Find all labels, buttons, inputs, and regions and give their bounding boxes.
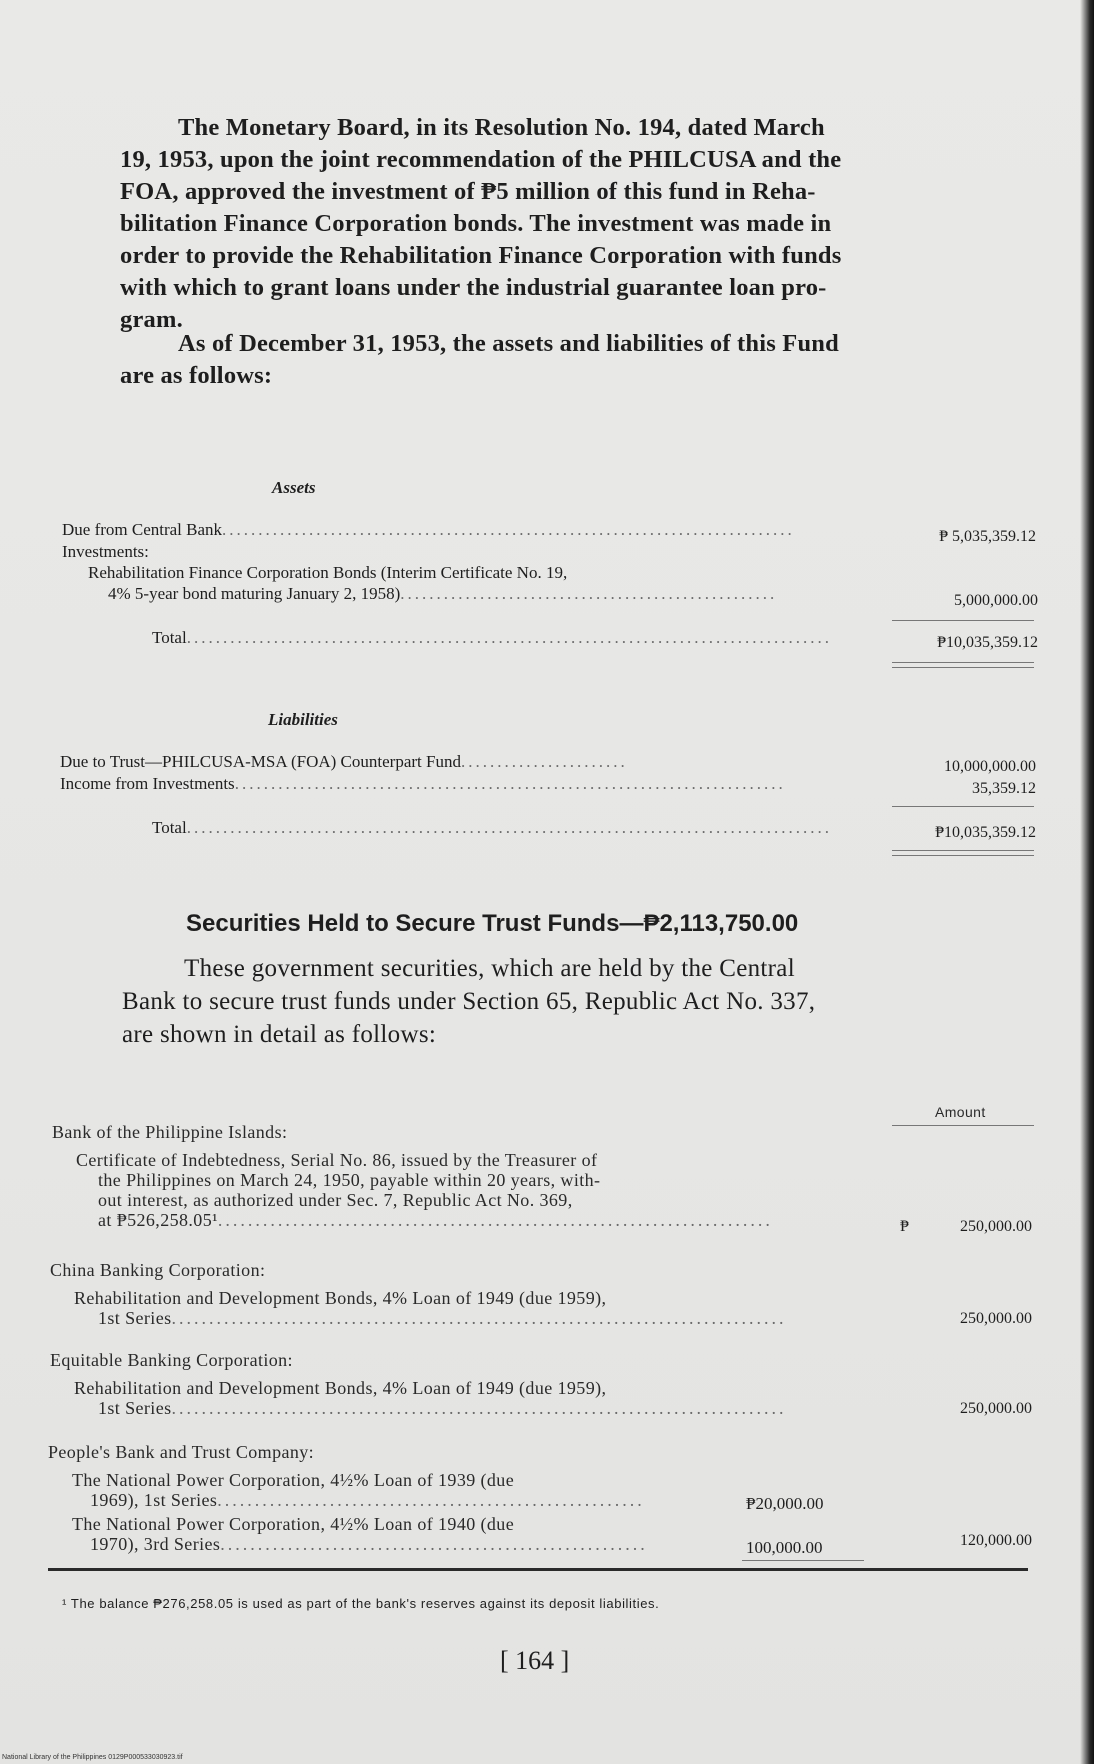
income-label: Income from Investments: [60, 774, 235, 793]
assets-subtotal-rule: [892, 620, 1034, 621]
due-from-cb-amount: ₱ 5,035,359.12: [939, 528, 1036, 545]
npc1-amount: ₱20,000.00: [746, 1494, 824, 1513]
peoples-name: People's Bank and Trust Company:: [48, 1442, 315, 1462]
leader-dots: ..................................................................................: [171, 1398, 787, 1418]
leader-dots: ..................................................................................: [171, 1308, 787, 1328]
income-row: [60, 774, 786, 794]
assets-total-double-rule: [892, 662, 1034, 668]
npc1-line-1: The National Power Corporation, 4½% Loan of 1939 (due: [72, 1470, 515, 1490]
table-bottom-rule: [48, 1568, 1028, 1571]
page-edge-shadow: [1080, 0, 1094, 1764]
bpi-line-4: at ₱526,258.05¹: [98, 1210, 218, 1230]
bpi-line-2: the Philippines on March 24, 1950, payable within 20 years, with-: [98, 1170, 601, 1190]
bpi-amount: 250,000.00: [960, 1218, 1032, 1235]
equitable-line-2-row: [98, 1398, 837, 1418]
intro-line-2: 19, 1953, upon the joint recommendation of the PHILCUSA and the: [120, 146, 842, 173]
npc2-amount: 100,000.00: [746, 1538, 823, 1557]
intro-line-4: bilitation Finance Corporation bonds. The investment was made in: [120, 210, 832, 237]
peoples-amount: 120,000.00: [960, 1532, 1032, 1549]
footnote: ¹ The balance ₱276,258.05 is used as part of the bank's reserves against its deposit liabilities.: [62, 1596, 660, 1611]
amount-column-header: Amount: [935, 1104, 986, 1120]
rfc-line-2-row: [108, 584, 778, 604]
assets-total-amount: ₱10,035,359.12: [937, 634, 1038, 651]
npc1-line-2-row: [90, 1490, 677, 1510]
rfc-line-2: 4% 5-year bond maturing January 2, 1958): [108, 584, 401, 603]
due-from-cb-row: [62, 520, 795, 540]
leader-dots: .........................................................................................: [186, 628, 832, 647]
equitable-line-1: Rehabilitation and Development Bonds, 4% Loan of 1949 (due 1959),: [74, 1378, 607, 1398]
china-name: China Banking Corporation:: [50, 1260, 266, 1280]
liabilities-subtotal-rule: [892, 806, 1034, 807]
equitable-amount: 250,000.00: [960, 1400, 1032, 1417]
bpi-name: Bank of the Philippine Islands:: [52, 1122, 288, 1142]
liabilities-heading: Liabilities: [268, 710, 338, 729]
leader-dots: .........................................................: [217, 1490, 645, 1510]
leader-dots: .........................................................: [220, 1534, 648, 1554]
leader-dots: ............................................................................: [234, 774, 786, 793]
npc2-line-1: The National Power Corporation, 4½% Loan of 1940 (due: [72, 1514, 515, 1534]
due-to-trust-row: [60, 752, 628, 772]
due-to-trust-amount: 10,000,000.00: [944, 758, 1036, 775]
securities-line-3: are shown in detail as follows:: [122, 1021, 437, 1048]
asof-paragraph: [120, 328, 930, 392]
liabilities-total-double-rule: [892, 850, 1034, 856]
assets-total-row: [152, 628, 847, 648]
bpi-currency: ₱: [900, 1218, 909, 1235]
securities-line-1: These government securities, which are held by the Central: [184, 955, 795, 982]
china-line-1: Rehabilitation and Development Bonds, 4% Loan of 1949 (due 1959),: [74, 1288, 607, 1308]
intro-line-7: gram.: [120, 306, 183, 333]
intro-line-3: FOA, approved the investment of ₱5 million of this fund in Reha-: [120, 178, 816, 205]
leader-dots: .......................: [460, 752, 628, 771]
liabilities-total-label: Total: [152, 818, 187, 837]
asof-line-2: are as follows:: [120, 362, 273, 389]
rfc-amount: 5,000,000.00: [954, 592, 1038, 609]
due-to-trust-label: Due to Trust—PHILCUSA-MSA (FOA) Counterpart Fund: [60, 752, 461, 771]
income-amount: 35,359.12: [972, 780, 1036, 797]
bpi-line-4-row: [98, 1210, 818, 1230]
securities-line-2: Bank to secure trust funds under Section 65, Republic Act No. 337,: [122, 988, 816, 1015]
leader-dots: ...............................................................................: [222, 520, 795, 539]
china-amount: 250,000.00: [960, 1310, 1032, 1327]
china-line-2: 1st Series: [98, 1308, 172, 1328]
leader-dots: ..........................................................................: [217, 1210, 773, 1230]
rfc-line-1: Rehabilitation Finance Corporation Bonds (Interim Certificate No. 19,: [88, 563, 568, 582]
npc1-line-2: 1969), 1st Series: [90, 1490, 218, 1510]
leader-dots: ....................................................: [400, 584, 778, 603]
bpi-line-3: out interest, as authorized under Sec. 7, Republic Act No. 369,: [98, 1190, 573, 1210]
bpi-line-1: Certificate of Indebtedness, Serial No. 86, issued by the Treasurer of: [76, 1150, 598, 1170]
npc2-line-2: 1970), 3rd Series: [90, 1534, 221, 1554]
intro-line-5: order to provide the Rehabilitation Finance Corporation with funds: [120, 242, 842, 269]
page-number: [ 164 ]: [500, 1646, 570, 1675]
assets-total-label: Total: [152, 628, 187, 647]
intro-line-6: with which to grant loans under the industrial guarantee loan pro-: [120, 274, 827, 301]
liabilities-total-row: [152, 818, 847, 838]
intro-line-1: The Monetary Board, in its Resolution No. 194, dated March: [178, 114, 825, 141]
asof-line-1: As of December 31, 1953, the assets and liabilities of this Fund: [178, 330, 839, 357]
npc2-line-2-row: [90, 1534, 680, 1554]
investments-label: Investments:: [62, 542, 149, 561]
assets-heading: Assets: [272, 478, 316, 497]
amount-header-rule: [892, 1125, 1034, 1126]
due-from-cb-label: Due from Central Bank: [62, 520, 223, 539]
intro-paragraph: [120, 112, 930, 336]
equitable-name: Equitable Banking Corporation:: [50, 1350, 293, 1370]
china-line-2-row: [98, 1308, 837, 1328]
leader-dots: .........................................................................................: [186, 818, 832, 837]
scan-stamp: National Library of the Philippines 0129P000533030923.tif: [2, 1754, 183, 1761]
securities-paragraph: [122, 952, 815, 1051]
liabilities-total-amount: ₱10,035,359.12: [935, 824, 1036, 841]
securities-heading: Securities Held to Secure Trust Funds—₱2,113,750.00: [186, 910, 799, 937]
npc-subtotal-rule: [742, 1560, 864, 1561]
equitable-line-2: 1st Series: [98, 1398, 172, 1418]
